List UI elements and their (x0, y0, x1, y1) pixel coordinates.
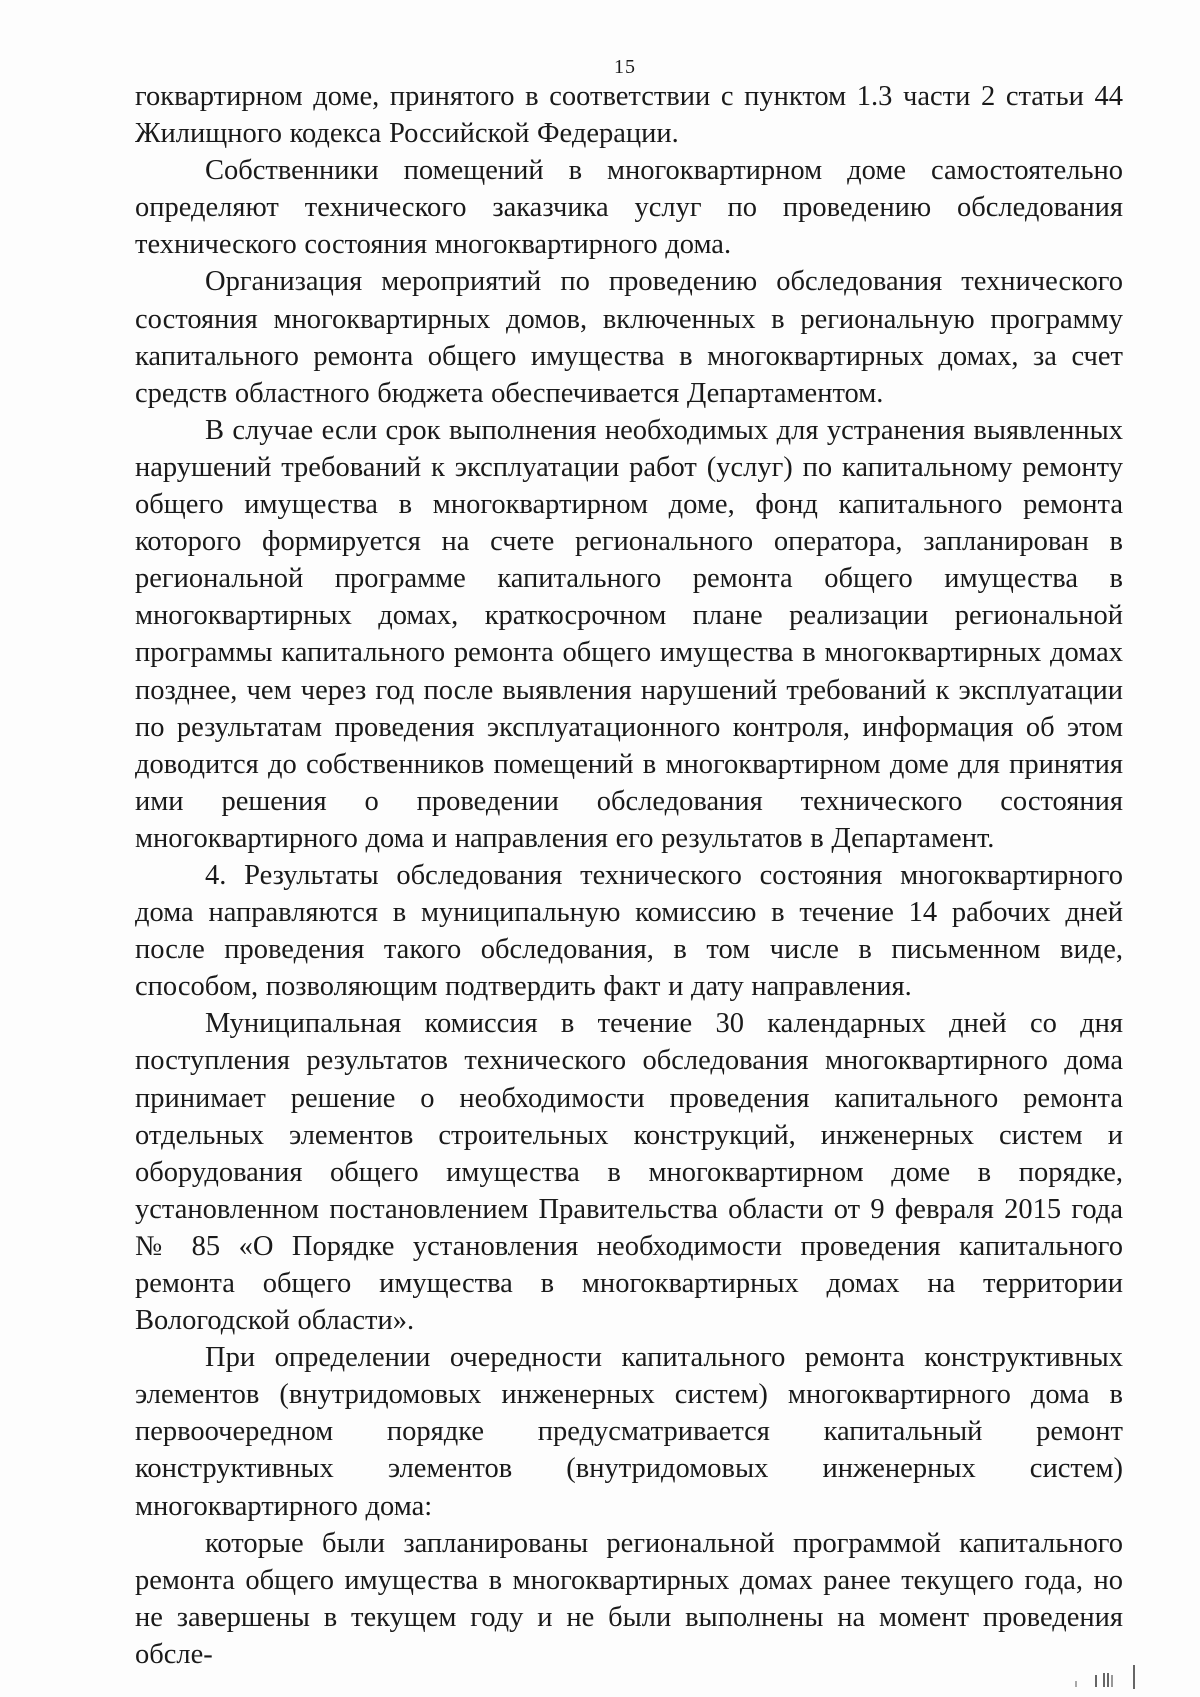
paragraph-municipal-commission: Муниципальная комиссия в течение 30 календарных дней со дня поступления результатов технического обследования многоквартирного дома принимает решение о необходимости проведения капитального ремонта отдельных элементов строительных конструкций, инженерных систем и оборудования общего имущества в многоквартирном доме в порядке, установленном постановлением Правительства области от 9 февраля 2015 года № 85 «О Порядке установления необходимости проведения капитального ремонта общего имущества в многоквартирных домах на территории Вологодской области». (135, 1008, 1123, 1337)
document-body (135, 78, 1123, 1673)
paragraph-violation-case: В случае если срок выполнения необходимых для устранения выявленных нарушений требований к эксплуатации работ (услуг) по капитальному ремонту общего имущества в многоквартирном доме, фонд капитального ремонта которого формируется на счете регионального оператора, запланирован в региональной программе капитального ремонта общего имущества в многоквартирных домах, краткосрочном плане реализации региональной программы капитального ремонта общего имущества в многоквартирных домах позднее, чем через год после выявления нарушений требований к эксплуатации по результатам проведения эксплуатационного контроля, информация об этом доводится до собственников помещений в многоквартирном доме для принятия ими решения о проведении обследования технического состояния многоквартирного дома и направления его результатов в Департамент. (135, 414, 1123, 854)
paragraph-planned-earlier: которые были запланированы региональной программой капитального ремонта общего имущества в многоквартирных домах ранее текущего года, но не завершены в текущем году и не были выполнены на момент проведения обсле- (135, 1527, 1123, 1670)
scan-artifact-marks (1000, 1651, 1140, 1691)
paragraph-priority-order: При определении очередности капитального ремонта конструктивных элементов (внутридомовых инженерных систем) многоквартирного дома в первоочередном порядке предусматривается капитальный ремонт конструктивных элементов (внутридомовых инженерных систем) многоквартирного дома: (135, 1342, 1123, 1522)
paragraph-organization-survey: Организация мероприятий по проведению обследования технического состояния многоквартирных домов, включенных в региональную программу капитального ремонта общего имущества в многоквартирных домах, за счет средств областного бюджета обеспечивается Департаментом. (135, 266, 1123, 409)
page-number: 15 (614, 56, 636, 78)
paragraph-continuation: гоквартирном доме, принятого в соответствии с пунктом 1.3 части 2 статьи 44 Жилищного кодекса Российской Федерации. (135, 81, 1123, 150)
paragraph-item-4-results: 4. Результаты обследования технического состояния многоквартирного дома направляются в муниципальную комиссию в течение 14 рабочих дней после проведения такого обследования, в том числе в письменном виде, способом, позволяющим подтвердить факт и дату направления. (135, 859, 1123, 1003)
paragraph-owners-customer: Собственники помещений в многоквартирном доме самостоятельно определяют технического заказчика услуг по проведению обследования технического состояния многоквартирного дома. (135, 155, 1123, 261)
